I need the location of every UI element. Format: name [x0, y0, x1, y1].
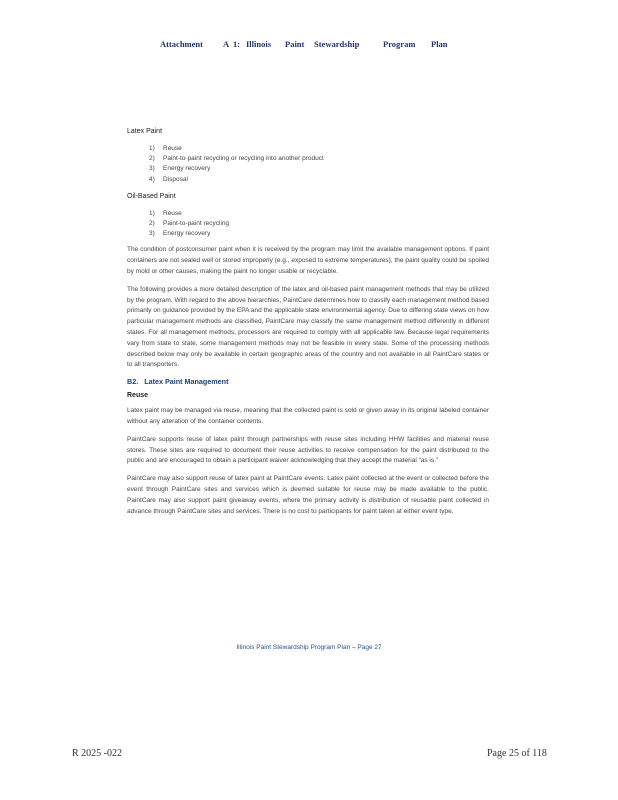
document-reference: R 2025 -022 [72, 748, 122, 759]
paragraph-following: The following provides a more detailed description of the latex and oil-based paint management methods that may be utilized by the program. With regard to the above hierarchies, PaintCare determines how to classify each management method based primarily on guidance provided by the EPA and the applicable state environmental agency. Due to differing state views on how particular management methods are classified, PaintCare may classify the same management method differently in different states. For all management methods, processors are required to comply with all applicable law. Because legal requirements vary from state to state, some management methods may not be feasible in every state. Some of the processing methods described below may only be available in certain geographic areas of the country and not available in all PaintCare states or to all transporters. [127, 285, 489, 369]
header-word: Plan [431, 39, 448, 49]
header-word: Paint [285, 39, 305, 49]
list-number: 2) [149, 155, 155, 163]
list-item [127, 209, 489, 219]
header-word: Illinois [246, 39, 272, 49]
list-number: 1) [149, 209, 155, 217]
section-heading-b2 [127, 377, 489, 386]
list-number: 3) [149, 230, 155, 238]
list-number: 1) [149, 145, 155, 152]
list-text: Energy recovery [163, 165, 211, 173]
header-word: 1: [233, 39, 241, 49]
list-text: Disposal [163, 175, 188, 183]
list-item [127, 229, 489, 239]
section-number: B2. [127, 377, 139, 387]
list-text: Reuse [163, 209, 182, 217]
header-word: Stewardship [314, 39, 360, 49]
list-item [127, 154, 489, 164]
latex-paint-heading: Latex Paint [127, 128, 163, 135]
latex-hierarchy-list [127, 144, 489, 185]
list-text: Energy recovery [163, 230, 211, 238]
paragraph-condition: The condition of postconsumer paint when it is received by the program may limit the available management options. If paint containers are not sealed well or stored improperly (e.g., exposed to extreme temperatures), the paint quality could be spoiled by mold or other causes, making the paint no longer usable or recyclable. [127, 246, 489, 276]
inner-page-footer: Illinois Paint Stewardship Program Plan – Page 27 [236, 644, 382, 651]
paragraph-reuse-1: Latex paint may be managed via reuse, meaning that the collected paint is sold or given away in its original labeled container without any alteration of the container contents. [127, 407, 489, 425]
section-title: Latex Paint Management [144, 377, 229, 387]
list-item [127, 219, 489, 229]
list-item [127, 164, 489, 174]
oil-based-paint-heading: Oil-Based Paint [127, 192, 176, 200]
list-item [127, 144, 489, 154]
page-content [127, 128, 489, 517]
list-number: 2) [149, 220, 155, 228]
oil-hierarchy-list [127, 209, 489, 240]
list-text: Paint-to-paint recycling or recycling into another product [163, 155, 324, 163]
reuse-heading: Reuse [127, 392, 149, 400]
header-word: Program [383, 39, 416, 49]
list-item [127, 175, 489, 185]
list-text: Reuse [163, 145, 182, 152]
list-number: 4) [149, 175, 155, 183]
list-number: 3) [149, 165, 155, 173]
paragraph-reuse-2: PaintCare supports reuse of latex paint through partnerships with reuse sites including HHW facilities and material reuse stores. These sites are required to document their reuse activities to receive compensation for the paint distributed to the public and are encouraged to obtain a participant waiver acknowledging that they accept the material “as is.” [127, 435, 489, 465]
list-text: Paint-to-paint recycling [163, 220, 230, 228]
header-word: Attachment [160, 39, 203, 49]
page-number: Page 25 of 118 [487, 748, 547, 759]
paragraph-reuse-3: PaintCare may also support reuse of latex paint at PaintCare events. Latex paint collected at the event or collected before the event through PaintCare sites and services which is deemed suitable for reuse may be made available to the public. PaintCare may also support paint giveaway events, where the primary activity is distribution of reusable paint collected in advance through PaintCare sites and services. There is no cost to participants for paint taken at either event type. [127, 475, 489, 515]
header-word: A [223, 39, 230, 49]
